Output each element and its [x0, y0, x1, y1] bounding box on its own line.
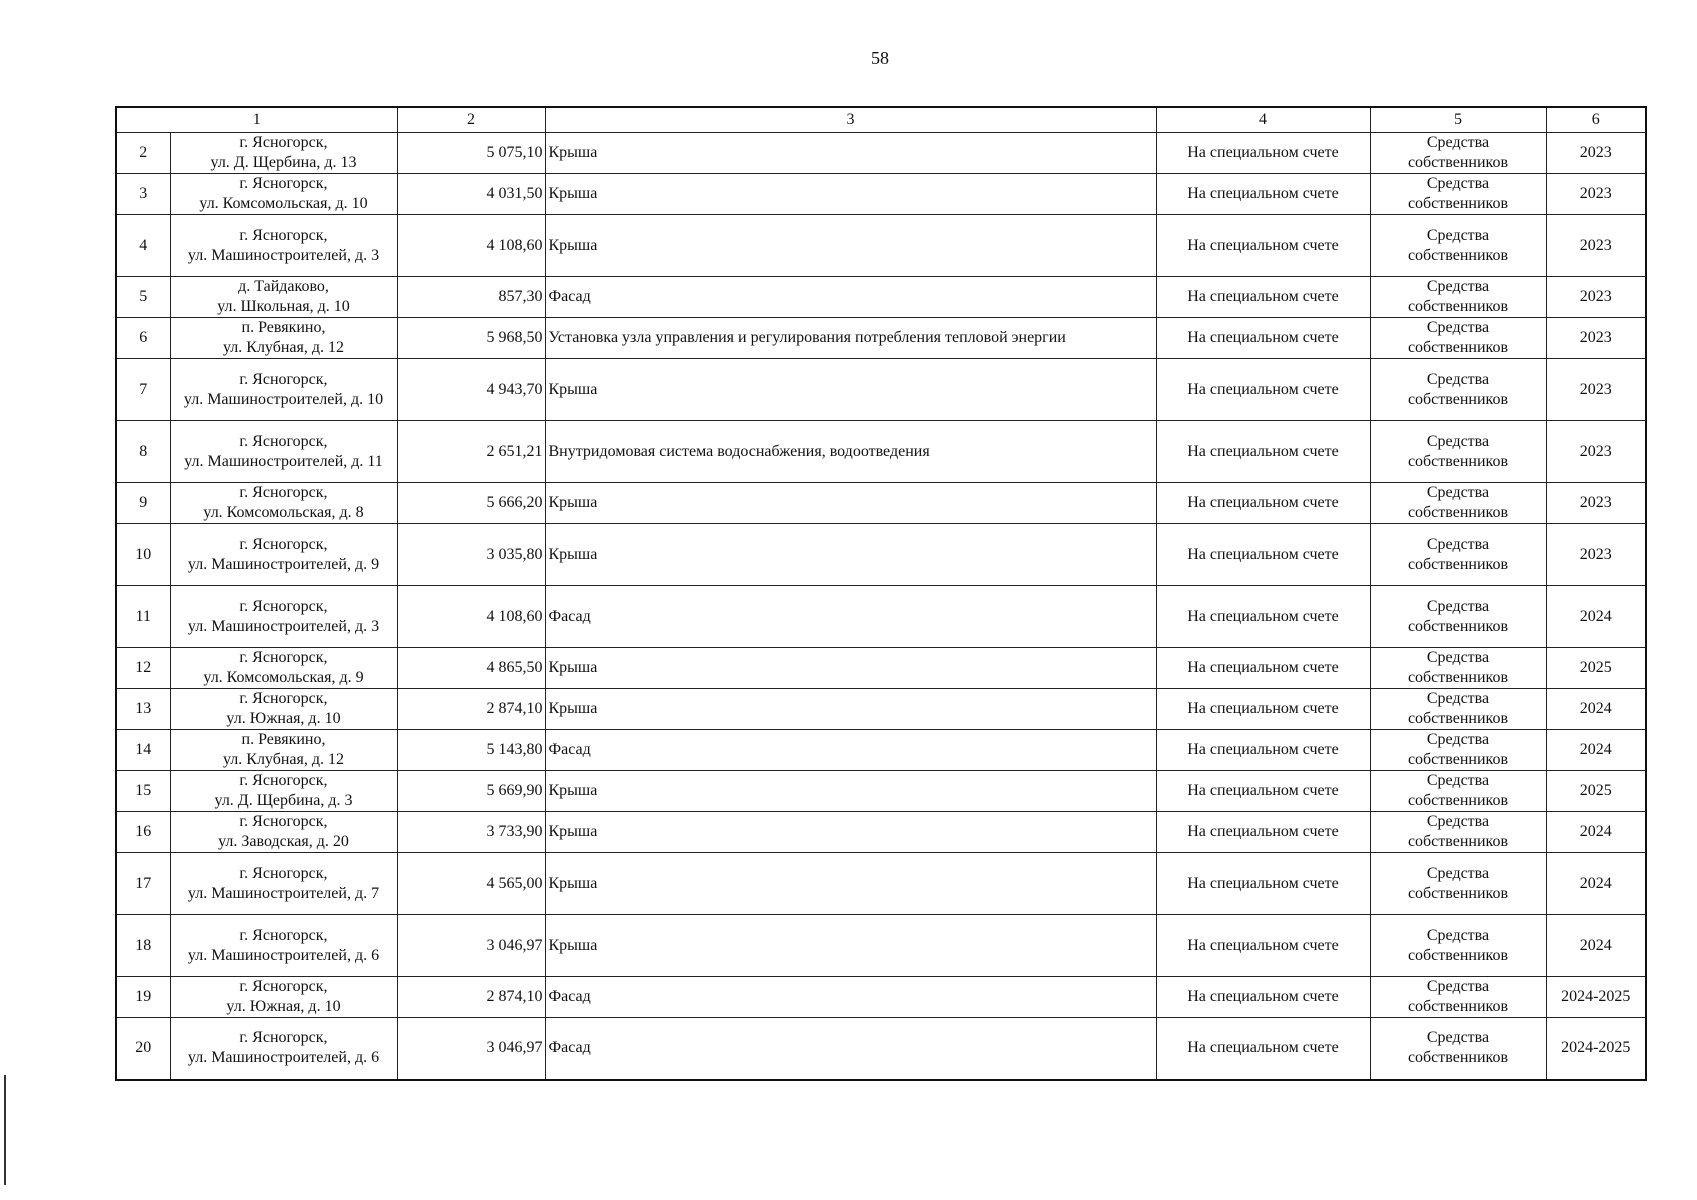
funding-source-line-2: собственников — [1407, 946, 1509, 964]
year-cell: 2024-2025 — [1546, 977, 1646, 1018]
table-row — [116, 648, 1646, 689]
table-row — [116, 1018, 1646, 1080]
address-street: ул. Клубная, д. 12 — [222, 751, 345, 768]
area-cell: 4 031,50 — [397, 174, 545, 215]
address-locality: д. Тайдаково, — [238, 278, 329, 295]
table-row — [116, 421, 1646, 483]
row-number: 18 — [116, 915, 170, 977]
funding-source-cell — [1370, 524, 1546, 586]
table-row — [116, 586, 1646, 648]
funding-source-cell — [1370, 277, 1546, 318]
funding-source-line-2: собственников — [1407, 504, 1509, 521]
table-row — [116, 277, 1646, 318]
row-number: 19 — [116, 977, 170, 1018]
address-locality: г. Ясногорск, — [239, 690, 328, 707]
address-locality: г. Ясногорск, — [239, 649, 328, 666]
funding-source-cell — [1370, 359, 1546, 421]
work-type-cell: Крыша — [545, 483, 1156, 524]
funding-source-cell — [1370, 977, 1546, 1018]
address-cell — [170, 174, 397, 215]
year-cell: 2023 — [1546, 215, 1646, 277]
work-type-cell: Крыша — [545, 915, 1156, 977]
year-cell: 2023 — [1546, 421, 1646, 483]
table-row — [116, 318, 1646, 359]
column-header-3: 3 — [545, 107, 1156, 133]
year-cell: 2023 — [1546, 277, 1646, 318]
address-cell — [170, 812, 397, 853]
address-cell — [170, 1018, 397, 1080]
table-row — [116, 689, 1646, 730]
work-type-cell: Фасад — [545, 586, 1156, 648]
funding-source-cell — [1370, 586, 1546, 648]
account-cell: На специальном счете — [1156, 133, 1370, 174]
funding-source-line-2: собственников — [1407, 154, 1509, 171]
address-street: ул. Южная, д. 10 — [226, 710, 341, 727]
row-number: 16 — [116, 812, 170, 853]
table-row — [116, 853, 1646, 915]
address-cell — [170, 915, 397, 977]
work-type-cell: Установка узла управления и регулирования потребления тепловой энергии — [545, 318, 1156, 359]
funding-source-line-1: Средства — [1426, 278, 1490, 295]
table-row — [116, 812, 1646, 853]
row-number: 3 — [116, 174, 170, 215]
address-locality: г. Ясногорск, — [239, 864, 328, 882]
year-cell: 2024 — [1546, 689, 1646, 730]
table-row — [116, 915, 1646, 977]
area-cell: 4 565,00 — [397, 853, 545, 915]
account-cell: На специальном счете — [1156, 359, 1370, 421]
work-type-cell: Крыша — [545, 648, 1156, 689]
year-cell: 2025 — [1546, 771, 1646, 812]
area-cell: 3 046,97 — [397, 915, 545, 977]
area-cell: 5 669,90 — [397, 771, 545, 812]
address-street: ул. Машиностроителей, д. 3 — [187, 617, 380, 635]
funding-source-line-2: собственников — [1407, 751, 1509, 768]
address-street: ул. Заводская, д. 20 — [218, 833, 349, 850]
account-cell: На специальном счете — [1156, 915, 1370, 977]
account-cell: На специальном счете — [1156, 215, 1370, 277]
area-cell: 4 108,60 — [397, 215, 545, 277]
row-number: 8 — [116, 421, 170, 483]
table-row — [116, 215, 1646, 277]
address-cell — [170, 853, 397, 915]
year-cell: 2024 — [1546, 812, 1646, 853]
table-row — [116, 359, 1646, 421]
area-cell: 5 075,10 — [397, 133, 545, 174]
address-locality: г. Ясногорск, — [239, 597, 328, 615]
account-cell: На специальном счете — [1156, 771, 1370, 812]
funding-source-line-2: собственников — [1407, 710, 1509, 727]
funding-source-line-1: Средства — [1426, 926, 1490, 944]
row-number: 4 — [116, 215, 170, 277]
area-cell: 2 874,10 — [397, 689, 545, 730]
address-street: ул. Машиностроителей, д. 6 — [187, 1049, 380, 1067]
funding-source-line-2: собственников — [1407, 339, 1509, 356]
row-number: 12 — [116, 648, 170, 689]
year-cell: 2024-2025 — [1546, 1018, 1646, 1080]
funding-source-line-1: Средства — [1426, 597, 1490, 615]
year-cell: 2023 — [1546, 318, 1646, 359]
capital-repair-table — [115, 106, 1647, 1081]
address-street: ул. Д. Щербина, д. 13 — [210, 154, 357, 171]
address-cell — [170, 648, 397, 689]
address-cell — [170, 318, 397, 359]
address-street: ул. Машиностроителей, д. 10 — [183, 390, 384, 408]
row-number: 14 — [116, 730, 170, 771]
funding-source-line-1: Средства — [1426, 226, 1490, 244]
column-number-row — [116, 107, 1646, 133]
funding-source-cell — [1370, 853, 1546, 915]
funding-source-cell — [1370, 771, 1546, 812]
funding-source-cell — [1370, 648, 1546, 689]
funding-source-cell — [1370, 174, 1546, 215]
address-locality: г. Ясногорск, — [239, 926, 328, 944]
address-locality: г. Ясногорск, — [239, 772, 328, 789]
funding-source-line-1: Средства — [1426, 432, 1490, 450]
table-row — [116, 730, 1646, 771]
address-street: ул. Клубная, д. 12 — [222, 339, 345, 356]
year-cell: 2024 — [1546, 586, 1646, 648]
funding-source-line-1: Средства — [1426, 535, 1490, 553]
funding-source-line-2: собственников — [1407, 390, 1509, 408]
funding-source-cell — [1370, 215, 1546, 277]
work-type-cell: Крыша — [545, 215, 1156, 277]
funding-source-line-1: Средства — [1426, 134, 1490, 151]
account-cell: На специальном счете — [1156, 483, 1370, 524]
area-cell: 857,30 — [397, 277, 545, 318]
address-locality: г. Ясногорск, — [239, 175, 328, 192]
area-cell: 4 865,50 — [397, 648, 545, 689]
row-number: 11 — [116, 586, 170, 648]
address-street: ул. Комсомольская, д. 8 — [203, 504, 364, 521]
work-type-cell: Крыша — [545, 771, 1156, 812]
year-cell: 2023 — [1546, 524, 1646, 586]
area-cell: 2 651,21 — [397, 421, 545, 483]
table-row — [116, 483, 1646, 524]
funding-source-line-2: собственников — [1407, 669, 1509, 686]
address-cell — [170, 977, 397, 1018]
table-row — [116, 174, 1646, 215]
column-header-6: 6 — [1546, 107, 1646, 133]
funding-source-line-2: собственников — [1407, 792, 1509, 809]
row-number: 13 — [116, 689, 170, 730]
work-type-cell: Крыша — [545, 174, 1156, 215]
column-header-5: 5 — [1370, 107, 1546, 133]
row-number: 10 — [116, 524, 170, 586]
funding-source-line-1: Средства — [1426, 484, 1490, 501]
account-cell: На специальном счете — [1156, 812, 1370, 853]
year-cell: 2024 — [1546, 853, 1646, 915]
address-locality: п. Ревякино, — [241, 319, 326, 336]
address-street: ул. Машиностроителей, д. 3 — [187, 246, 380, 264]
funding-source-line-2: собственников — [1407, 833, 1509, 850]
row-number: 2 — [116, 133, 170, 174]
row-number: 15 — [116, 771, 170, 812]
account-cell: На специальном счете — [1156, 421, 1370, 483]
funding-source-line-1: Средства — [1426, 690, 1490, 707]
work-type-cell: Фасад — [545, 1018, 1156, 1080]
funding-source-line-2: собственников — [1407, 298, 1509, 315]
funding-source-line-1: Средства — [1426, 772, 1490, 789]
area-cell: 3 046,97 — [397, 1018, 545, 1080]
address-street: ул. Школьная, д. 10 — [217, 298, 350, 315]
year-cell: 2024 — [1546, 915, 1646, 977]
address-locality: г. Ясногорск, — [239, 134, 328, 151]
account-cell: На специальном счете — [1156, 524, 1370, 586]
area-cell: 3 035,80 — [397, 524, 545, 586]
funding-source-line-2: собственников — [1407, 452, 1509, 470]
address-locality: г. Ясногорск, — [239, 226, 328, 244]
work-type-cell: Крыша — [545, 812, 1156, 853]
funding-source-line-2: собственников — [1407, 195, 1509, 212]
year-cell: 2023 — [1546, 359, 1646, 421]
funding-source-line-1: Средства — [1426, 731, 1490, 748]
year-cell: 2024 — [1546, 730, 1646, 771]
account-cell: На специальном счете — [1156, 689, 1370, 730]
account-cell: На специальном счете — [1156, 1018, 1370, 1080]
address-locality: г. Ясногорск, — [239, 1029, 328, 1047]
page-number: 58 — [871, 48, 889, 68]
address-cell — [170, 483, 397, 524]
funding-source-cell — [1370, 812, 1546, 853]
address-cell — [170, 133, 397, 174]
area-cell: 2 874,10 — [397, 977, 545, 1018]
funding-source-line-2: собственников — [1407, 998, 1509, 1015]
funding-source-line-2: собственников — [1407, 884, 1509, 902]
address-cell — [170, 689, 397, 730]
funding-source-line-1: Средства — [1426, 978, 1490, 995]
funding-source-line-1: Средства — [1426, 649, 1490, 666]
area-cell: 4 943,70 — [397, 359, 545, 421]
address-street: ул. Машиностроителей, д. 9 — [187, 555, 380, 573]
account-cell: На специальном счете — [1156, 730, 1370, 771]
account-cell: На специальном счете — [1156, 277, 1370, 318]
address-street: ул. Д. Щербина, д. 3 — [214, 792, 353, 809]
funding-source-cell — [1370, 1018, 1546, 1080]
address-cell — [170, 421, 397, 483]
work-type-cell: Фасад — [545, 730, 1156, 771]
area-cell: 5 143,80 — [397, 730, 545, 771]
column-header-2: 2 — [397, 107, 545, 133]
account-cell: На специальном счете — [1156, 977, 1370, 1018]
column-header-4: 4 — [1156, 107, 1370, 133]
funding-source-line-1: Средства — [1426, 864, 1490, 882]
table-row — [116, 133, 1646, 174]
table-row — [116, 524, 1646, 586]
address-cell — [170, 277, 397, 318]
work-type-cell: Крыша — [545, 359, 1156, 421]
address-street: ул. Комсомольская, д. 10 — [199, 195, 368, 212]
funding-source-line-2: собственников — [1407, 617, 1509, 635]
work-type-cell: Крыша — [545, 133, 1156, 174]
row-number: 9 — [116, 483, 170, 524]
funding-source-line-2: собственников — [1407, 555, 1509, 573]
address-street: ул. Машиностроителей, д. 11 — [184, 452, 383, 470]
account-cell: На специальном счете — [1156, 174, 1370, 215]
row-number: 20 — [116, 1018, 170, 1080]
area-cell: 5 666,20 — [397, 483, 545, 524]
work-type-cell: Фасад — [545, 977, 1156, 1018]
address-locality: г. Ясногорск, — [239, 432, 328, 450]
funding-source-line-1: Средства — [1426, 370, 1490, 388]
address-locality: г. Ясногорск, — [239, 535, 328, 553]
address-street: ул. Комсомольская, д. 9 — [203, 669, 364, 686]
area-cell: 5 968,50 — [397, 318, 545, 359]
scan-margin-mark — [4, 1075, 6, 1185]
address-street: ул. Машиностроителей, д. 6 — [187, 946, 380, 964]
address-locality: г. Ясногорск, — [239, 813, 328, 830]
address-street: ул. Машиностроителей, д. 7 — [187, 884, 380, 902]
account-cell: На специальном счете — [1156, 318, 1370, 359]
address-cell — [170, 524, 397, 586]
address-locality: г. Ясногорск, — [239, 484, 328, 501]
address-cell — [170, 730, 397, 771]
row-number: 7 — [116, 359, 170, 421]
funding-source-line-1: Средства — [1426, 319, 1490, 336]
work-type-cell: Крыша — [545, 689, 1156, 730]
work-type-cell: Фасад — [545, 277, 1156, 318]
account-cell: На специальном счете — [1156, 648, 1370, 689]
funding-source-cell — [1370, 730, 1546, 771]
funding-source-cell — [1370, 318, 1546, 359]
address-cell — [170, 771, 397, 812]
funding-source-cell — [1370, 915, 1546, 977]
funding-source-cell — [1370, 133, 1546, 174]
address-locality: г. Ясногорск, — [239, 978, 328, 995]
address-cell — [170, 586, 397, 648]
funding-source-cell — [1370, 421, 1546, 483]
row-number: 5 — [116, 277, 170, 318]
row-number: 6 — [116, 318, 170, 359]
address-cell — [170, 359, 397, 421]
table-row — [116, 771, 1646, 812]
account-cell: На специальном счете — [1156, 586, 1370, 648]
address-cell — [170, 215, 397, 277]
year-cell: 2023 — [1546, 174, 1646, 215]
area-cell: 3 733,90 — [397, 812, 545, 853]
funding-source-line-1: Средства — [1426, 1029, 1490, 1047]
work-type-cell: Крыша — [545, 853, 1156, 915]
work-type-cell: Внутридомовая система водоснабжения, водоотведения — [545, 421, 1156, 483]
address-locality: п. Ревякино, — [241, 731, 326, 748]
year-cell: 2023 — [1546, 483, 1646, 524]
account-cell: На специальном счете — [1156, 853, 1370, 915]
funding-source-line-1: Средства — [1426, 175, 1490, 192]
funding-source-cell — [1370, 689, 1546, 730]
year-cell: 2025 — [1546, 648, 1646, 689]
address-locality: г. Ясногорск, — [239, 370, 328, 388]
funding-source-line-2: собственников — [1407, 246, 1509, 264]
area-cell: 4 108,60 — [397, 586, 545, 648]
funding-source-cell — [1370, 483, 1546, 524]
table-row — [116, 977, 1646, 1018]
address-street: ул. Южная, д. 10 — [226, 998, 341, 1015]
row-number: 17 — [116, 853, 170, 915]
year-cell: 2023 — [1546, 133, 1646, 174]
funding-source-line-1: Средства — [1426, 813, 1490, 830]
funding-source-line-2: собственников — [1407, 1049, 1509, 1067]
column-header-1: 1 — [116, 107, 397, 133]
work-type-cell: Крыша — [545, 524, 1156, 586]
